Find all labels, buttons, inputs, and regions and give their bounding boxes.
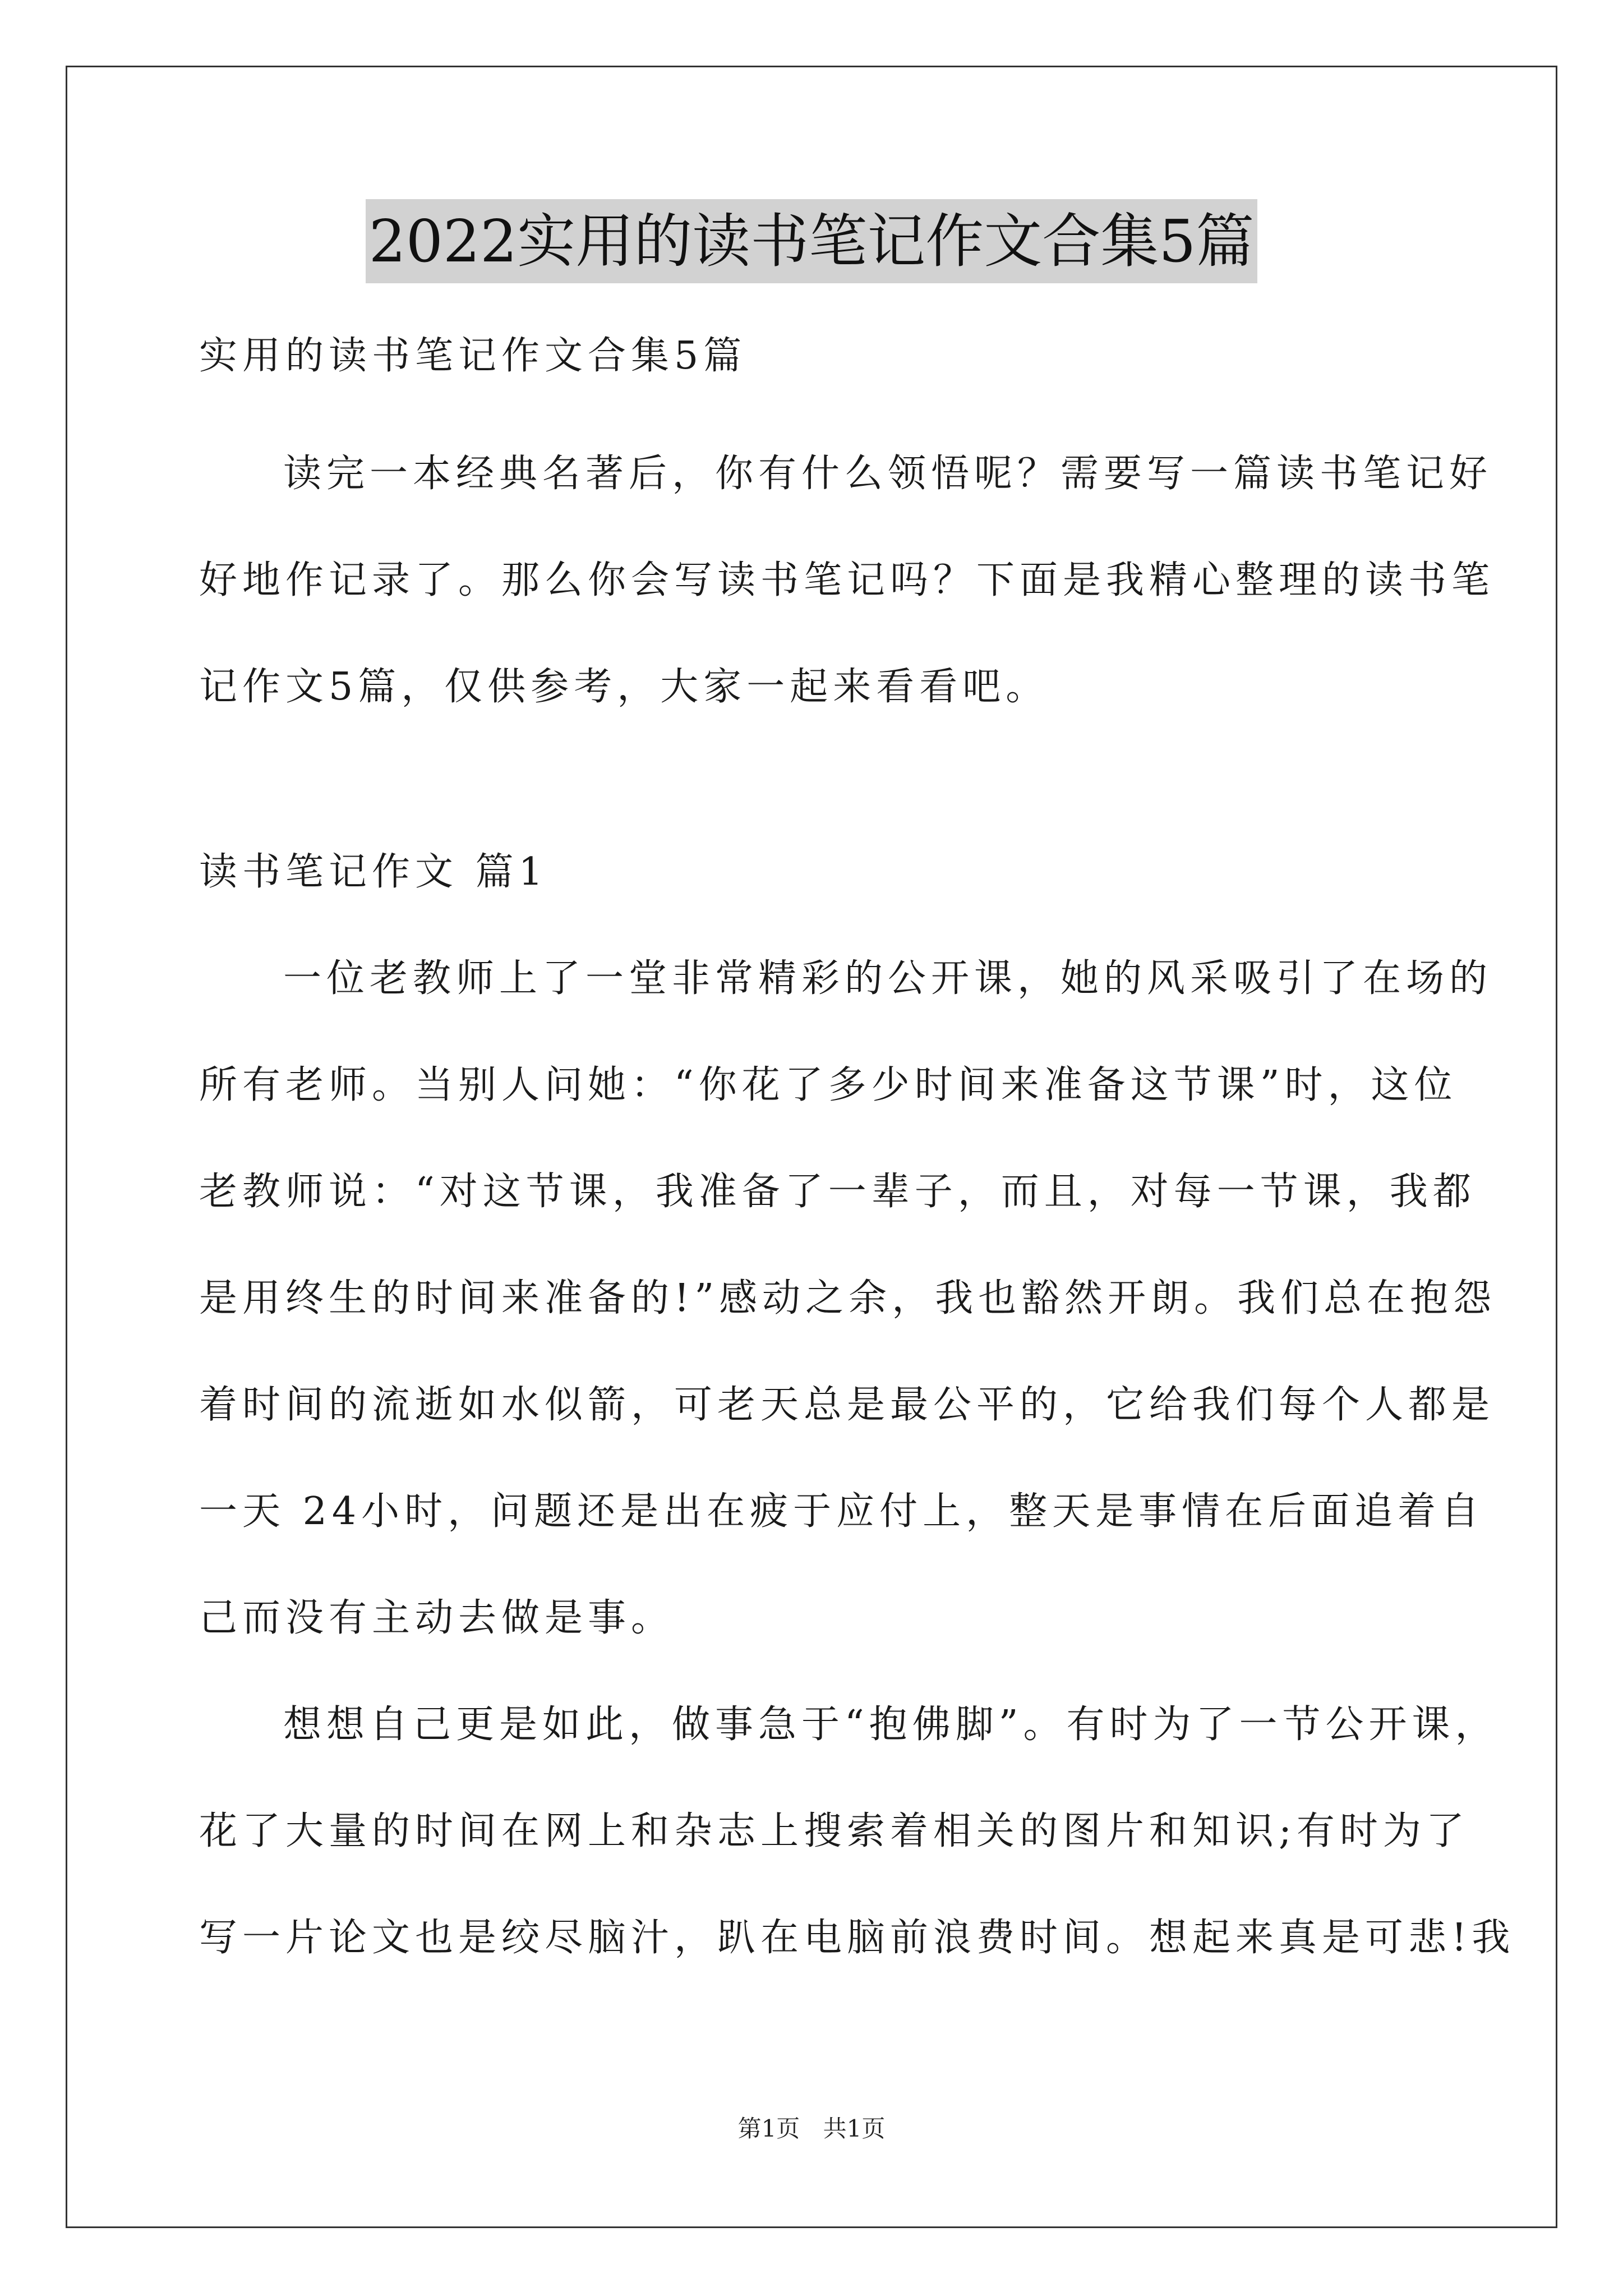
paragraph-line: 着时间的流逝如水似箭，可老天总是最公平的，它给我们每个人都是 bbox=[199, 1383, 1495, 1427]
section-heading: 读书笔记作文 篇1 bbox=[199, 850, 548, 894]
paragraph-2 bbox=[199, 1672, 1515, 1991]
paragraph-line: 一位老教师上了一堂非常精彩的公开课，她的风采吸引了在场的 bbox=[283, 956, 1493, 1001]
document-subtitle: 实用的读书笔记作文合集5篇 bbox=[199, 334, 747, 378]
intro-line: 好地作记录了。那么你会写读书笔记吗？下面是我精心整理的读书笔 bbox=[199, 558, 1495, 602]
paragraph-line: 想想自己更是如此，做事急于“抱佛脚”。有时为了一节公开课， bbox=[283, 1703, 1498, 1747]
paragraph-line: 己而没有主动去做是事。 bbox=[199, 1596, 675, 1640]
title-wrap bbox=[0, 199, 1623, 283]
paragraph-1 bbox=[199, 926, 1497, 1672]
section-gap bbox=[199, 740, 1427, 819]
page-number: 第1页 bbox=[737, 2115, 800, 2142]
page-total: 共1页 bbox=[823, 2115, 886, 2142]
paragraph-line: 老教师说：“对这节课，我准备了一辈子，而且，对每一节课，我都 bbox=[199, 1170, 1476, 1214]
page-footer bbox=[0, 2112, 1623, 2146]
paragraph-line: 写一片论文也是绞尽脑汁，趴在电脑前浪费时间。想起来真是可悲!我 bbox=[199, 1916, 1515, 1960]
document-body bbox=[199, 303, 1515, 1991]
intro-line: 记作文5篇，仅供参考，大家一起来看看吧。 bbox=[199, 665, 1049, 709]
paragraph-line: 是用终生的时间来准备的!”感动之余，我也豁然开朗。我们总在抱怨 bbox=[199, 1276, 1497, 1320]
document-title: 2022实用的读书笔记作文合集5篇 bbox=[366, 199, 1258, 283]
paragraph-line: 花了大量的时间在网上和杂志上搜索着相关的图片和知识;有时为了 bbox=[199, 1809, 1469, 1853]
paragraph-line: 一天 24小时，问题还是出在疲于应付上，整天是事情在后面追着自 bbox=[199, 1489, 1484, 1534]
paragraph-line: 所有老师。当别人问她：“你花了多少时间来准备这节课”时，这位 bbox=[199, 1063, 1458, 1107]
intro-paragraph bbox=[199, 421, 1495, 740]
intro-line: 读完一本经典名著后，你有什么领悟呢？需要写一篇读书笔记好 bbox=[283, 452, 1493, 496]
